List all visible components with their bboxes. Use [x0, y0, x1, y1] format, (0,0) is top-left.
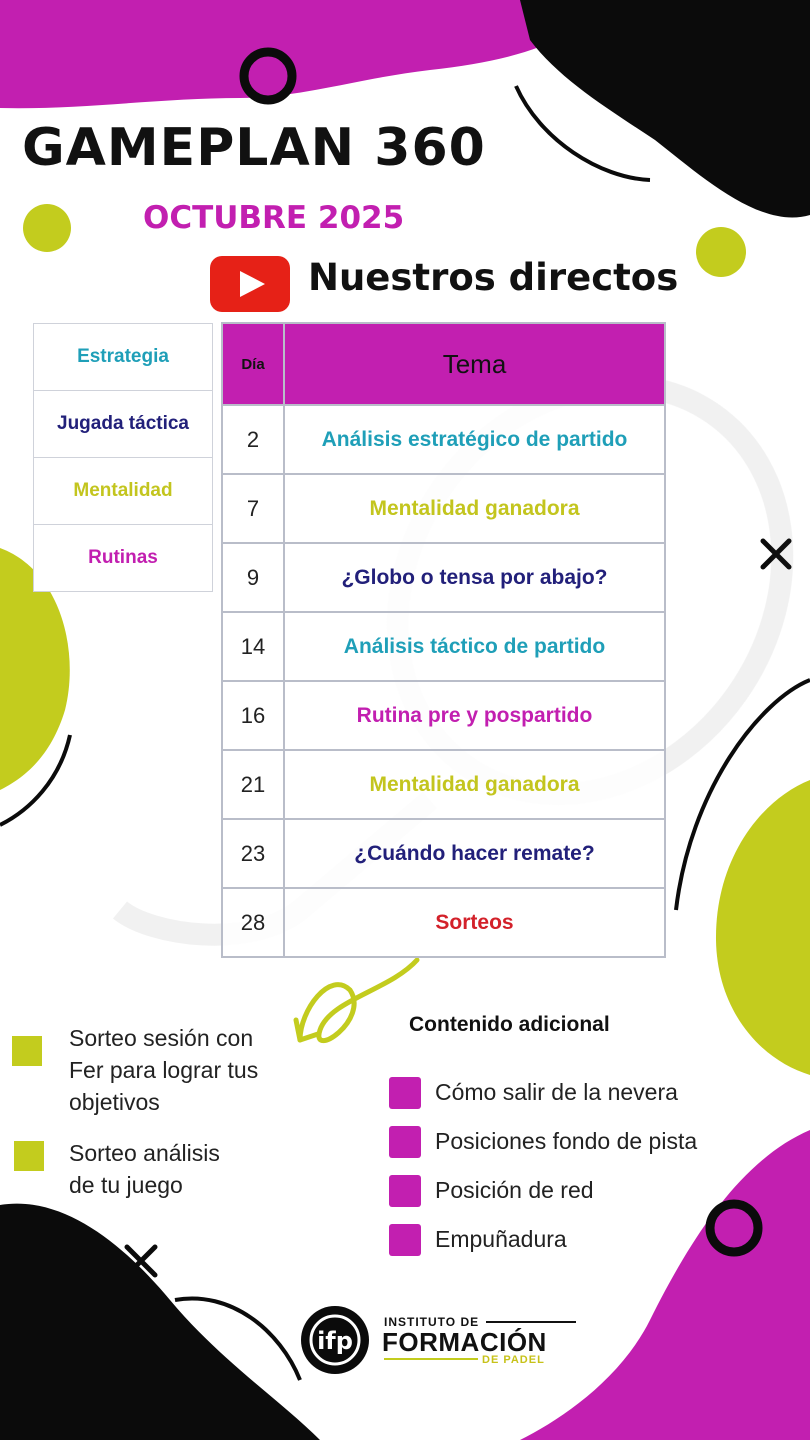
table-row [222, 819, 665, 888]
schedule-table [221, 322, 666, 958]
day-cell: 16 [222, 681, 284, 750]
table-row [222, 681, 665, 750]
table-row [222, 888, 665, 957]
magenta-square-icon [389, 1077, 421, 1109]
legend-item: Estrategia [34, 324, 212, 391]
ifp-logo-icon [300, 1305, 370, 1375]
table-row [222, 405, 665, 474]
raffle-text [69, 1022, 309, 1118]
lime-square-icon [14, 1141, 44, 1171]
logo-mark-text: ifp [317, 1327, 353, 1355]
magenta-square-icon [389, 1126, 421, 1158]
table-row [222, 543, 665, 612]
legend-item: Mentalidad [34, 458, 212, 525]
lime-square-icon [12, 1036, 42, 1066]
raffle-text-line: Sorteo sesión con [69, 1025, 254, 1051]
day-cell: 2 [222, 405, 284, 474]
logo-rule [384, 1358, 478, 1360]
logo-line-1: INSTITUTO DE [384, 1315, 480, 1329]
day-cell: 23 [222, 819, 284, 888]
topic-column-header: Tema [284, 323, 665, 405]
list-item-label: Posiciones fondo de pista [435, 1128, 698, 1154]
topic-cell: Mentalidad ganadora [284, 474, 665, 543]
magenta-square-icon [389, 1175, 421, 1207]
magenta-square-icon [389, 1224, 421, 1256]
day-cell: 9 [222, 543, 284, 612]
raffle-text-line: Sorteo análisis [69, 1140, 220, 1166]
list-item [389, 1068, 697, 1117]
raffle-text-line: objetivos [69, 1089, 160, 1115]
legend-item: Rutinas [88, 547, 158, 568]
page-title: GAMEPLAN 360 [22, 118, 486, 178]
raffle-text-line: Fer para lograr tus [69, 1057, 259, 1083]
table-header-row [222, 323, 665, 405]
topic-cell: Análisis estratégico de partido [284, 405, 665, 474]
additional-content-heading: Contenido adicional [409, 1013, 610, 1036]
legend-item: Jugada táctica [34, 391, 212, 458]
additional-content-list [389, 1068, 697, 1264]
topic-cell: Análisis táctico de partido [284, 612, 665, 681]
topic-cell: Rutina pre y pospartido [284, 681, 665, 750]
day-cell: 21 [222, 750, 284, 819]
list-item [389, 1117, 697, 1166]
logo-line-3: DE PADEL [482, 1354, 545, 1366]
day-cell: 28 [222, 888, 284, 957]
list-item-label: Empuñadura [435, 1226, 567, 1252]
list-item [389, 1166, 697, 1215]
list-item-label: Cómo salir de la nevera [435, 1079, 678, 1105]
table-row [222, 612, 665, 681]
day-column-header: Día [222, 323, 284, 405]
topic-cell: Sorteos [284, 888, 665, 957]
live-streams-heading: Nuestros directos [308, 256, 679, 299]
topic-cell: Mentalidad ganadora [284, 750, 665, 819]
day-cell: 7 [222, 474, 284, 543]
day-cell: 14 [222, 612, 284, 681]
youtube-play-icon [210, 256, 290, 312]
topic-cell: ¿Cuándo hacer remate? [284, 819, 665, 888]
topic-cell: ¿Globo o tensa por abajo? [284, 543, 665, 612]
raffle-text [69, 1137, 309, 1201]
list-item-label: Posición de red [435, 1177, 594, 1203]
list-item [389, 1215, 697, 1264]
logo-line-2: FORMACIÓN [382, 1327, 547, 1357]
logo-rule [486, 1321, 576, 1323]
table-row [222, 474, 665, 543]
raffle-text-line: de tu juego [69, 1172, 183, 1198]
category-legend [33, 323, 213, 592]
month-label: OCTUBRE 2025 [143, 200, 405, 236]
table-row [222, 750, 665, 819]
